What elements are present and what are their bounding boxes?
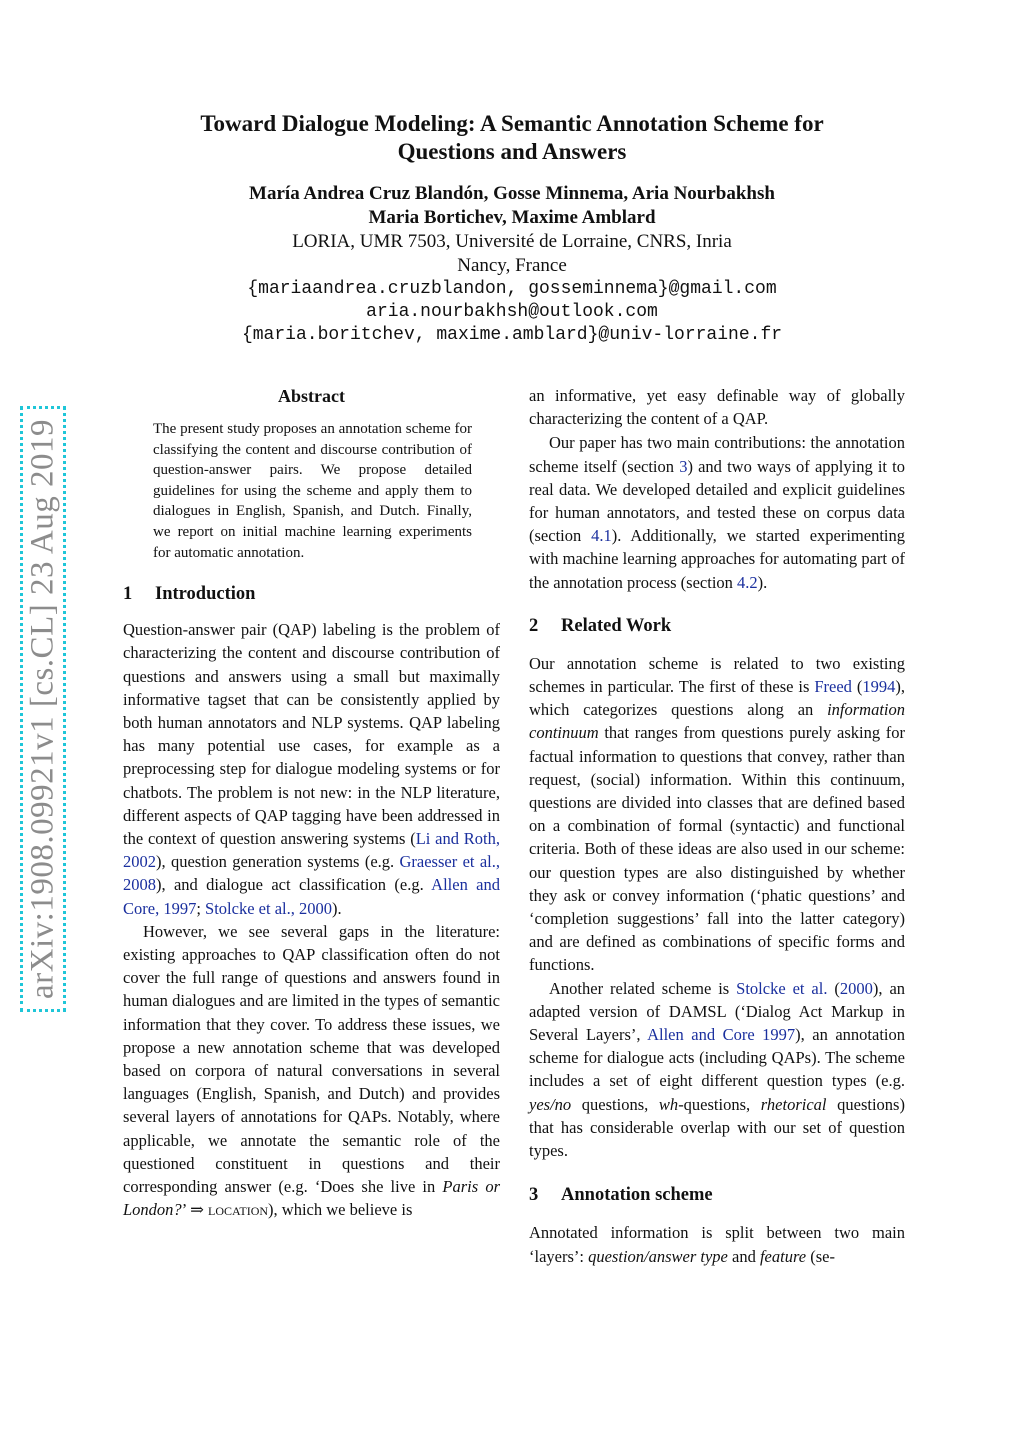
section-ref-4-2[interactable]: 4.2: [737, 572, 758, 592]
email-line-2: aria.nourbakhsh@outlook.com: [366, 302, 658, 322]
example-question: Paris or London?: [123, 1177, 500, 1220]
emphasized-term: yes/no: [529, 1094, 572, 1114]
section-title: Related Work: [561, 615, 672, 636]
emphasized-term: rhetorical: [760, 1094, 827, 1114]
text-run: ) and two ways of applying it to real data. We developed detailed and explicit guidelines for human annotators, and tested these on corpus data (section: [529, 456, 906, 546]
text-run: Another related scheme is: [549, 978, 737, 998]
emphasized-term: question/answer type: [588, 1246, 728, 1266]
citation-freed[interactable]: [814, 677, 852, 696]
text-run: and: [727, 1246, 760, 1266]
paper-header: [0, 110, 1024, 347]
section-heading-introduction: [123, 582, 500, 606]
intro-paragraph-1: [123, 618, 500, 920]
abstract-text: The present study proposes an annotation scheme for classifying the content and discourse contribution of question-answer pairs. We propose detailed guidelines for using the scheme and apply them to dialogues in English, Spanish, and Dutch. Finally, we report on initial machine learning experiments for automatic annotation.: [153, 421, 472, 561]
section-number: 1: [123, 584, 133, 605]
section-number: 2: [529, 615, 539, 636]
citation-stolcke[interactable]: Stolcke et al., 2000: [205, 898, 332, 918]
abstract-heading: Abstract: [278, 386, 345, 406]
section-ref-3[interactable]: 3: [679, 456, 688, 476]
author-list: [0, 182, 1024, 230]
title-line-1: Toward Dialogue Modeling: A Semantic Annotation Scheme for: [200, 111, 824, 136]
emphasized-term: feature: [759, 1246, 807, 1266]
citation-year: 2002: [123, 852, 156, 872]
text-run: -questions,: [678, 1094, 761, 1114]
emphasized-term: wh: [658, 1094, 679, 1114]
text-run: that ranges from questions purely asking for factual information to questions that convey, rather than request, (social) information. Within this continuum, questions are divided into classes that are defined based on a combination of formal (syntactic) and functional criteria. Both of these ideas are also used in our scheme: our question types are also distinguished by whether they ask or convey information (‘phatic questions’ and ‘completion suggestions’ fall into the latter category) and are defined as combinations of specific forms and functions.: [529, 723, 905, 975]
text-run: ), an adapted version of DAMSL (‘Dialog Act Markup in Several Layers’,: [529, 978, 906, 1045]
text-run: ), and dialogue act classification (e.g.: [156, 875, 432, 895]
email-line-1: {mariaandrea.cruzblandon, gosseminnema}@gmail.com: [247, 279, 777, 299]
citation-authors: Li and Roth: [415, 828, 496, 848]
text-run: ), question generation systems (e.g.: [156, 852, 400, 872]
paper-title: [0, 110, 1024, 166]
text-run: Question-answer pair (QAP) labeling is the problem of characterizing the content and discourse contribution of questions and answers using a small but maximally informative tagset that can be consistently applied by both human annotators and NLP systems. QAP labeling has many potential use cases, for example as a preprocessing step for dialogue modeling systems or for chatbots. The problem is not new: in the NLP literature, different aspects of QAP tagging have been addressed in the context of question answering systems (: [123, 620, 500, 848]
citation-stolcke[interactable]: Stolcke et al.: [736, 978, 828, 998]
text-run: ).: [331, 898, 342, 918]
email-list: [0, 278, 1024, 347]
citation-authors: Graesser et al.: [399, 852, 496, 872]
text-run: ), which categorizes questions along an: [529, 677, 905, 720]
citation-allen-core[interactable]: Allen and Core, 1997: [123, 875, 501, 918]
text-run: Our paper has two main contributions: the annotation scheme itself (section: [529, 433, 905, 476]
section-heading-related-work: [529, 614, 905, 638]
text-run: Our annotation scheme is related to two existing schemes in particular. The first of these is: [529, 653, 905, 697]
citation-li-roth[interactable]: Li and Roth, 2002: [123, 828, 500, 872]
right-column: [529, 384, 905, 1268]
section-ref-4-1[interactable]: 4.1: [591, 526, 612, 546]
title-line-2: Questions and Answers: [397, 139, 627, 164]
affiliation: [0, 230, 1024, 278]
contributions-paragraph: [529, 431, 905, 593]
arxiv-id: arXiv:1908.09921v1 [cs.CL] 23 Aug 2019: [24, 419, 61, 999]
annotation-scheme-paragraph: [529, 1221, 905, 1267]
citation-authors: Freed: [814, 677, 852, 697]
section-title: Annotation scheme: [561, 1185, 713, 1206]
section-heading-annotation-scheme: [529, 1183, 905, 1207]
text-run: However, we see several gaps in the literature: existing approaches to QAP classification often do not cover the full range of questions and answers found in human dialogues and are limited in the types of semantic information that they cover. To address these issues, we propose a new annotation scheme that was developed based on corpora of natural conversations in several languages (English, Spanish, and Dutch) and provides several layers of annotations for QAPs. Notably, where applicable, we annotate the semantic role of the questioned constituent in questions and their corresponding answer (e.g. ‘Does she live in: [123, 921, 500, 1197]
text-run: questions) that has considerable overlap with our set of question types.: [529, 1094, 905, 1161]
text-run: ), which we believe is: [268, 1200, 413, 1220]
citation-allen-core[interactable]: Allen and Core 1997: [647, 1025, 796, 1045]
citation-graesser[interactable]: Graesser et al., 2008: [123, 852, 500, 895]
emphasized-term: information continuum: [529, 700, 905, 743]
related-work-paragraph-2: Another related scheme is Stolcke et al. (2000), an adapted version of DAMSL (‘Dialog Act Markup in Several Layers’, Allen and Core 1997), an annotation scheme for dialogue acts (including QAPs). The scheme includes a set of eight different question types (e.g. yes/no questions, wh-questions, rhetorical questions) that has considerable overlap with our set of question types.: [529, 978, 906, 1161]
citation-freed-year[interactable]: 1994: [862, 677, 896, 697]
arxiv-identifier-stamp: [20, 406, 66, 1012]
citation-authors: Stolcke et al.: [205, 898, 291, 918]
semantic-role-label: location: [208, 1200, 269, 1220]
text-run: questions,: [571, 1094, 659, 1114]
affiliation-line-1: LORIA, UMR 7503, Université de Lorraine, CNRS, Inria: [292, 231, 732, 252]
text-run: ’ ⇒: [181, 1200, 209, 1220]
citation-stolcke-year[interactable]: 2000: [839, 978, 873, 998]
related-work-paragraph-1: Our annotation scheme is related to two existing schemes in particular. The first of these is Freed (1994), which categorizes questions along an information continuum that ranges from questions purely asking for factual information to questions that convey, rather than request, (social) information. Within this continuum, questions are divided into classes that are defined based on a combination of formal (syntactic) and functional criteria. Both of these ideas are also used in our scheme: our question types are also distinguished by whether they ask or convey information (‘phatic questions’ and ‘completion suggestions’ fall into the latter category) and are defined as combinations of specific forms and functions.: [529, 653, 905, 975]
section-number: 3: [529, 1185, 539, 1206]
text-run: ), an annotation scheme for dialogue acts (including QAPs). The scheme includes a set of eight different question types (e.g.: [529, 1025, 906, 1091]
text-run: ). Additionally, we started experimenting with machine learning approaches for automating part of the annotation process (section: [529, 526, 905, 592]
text-run: ).: [757, 572, 768, 592]
citation-year: 2000: [298, 898, 332, 918]
text-run: ;: [196, 898, 206, 918]
left-column: [123, 384, 500, 1221]
text-run: (se-: [806, 1246, 835, 1266]
email-line-3: {maria.boritchev, maxime.amblard}@univ-lorraine.fr: [241, 325, 783, 345]
authors-line-1: María Andrea Cruz Blandón, Gosse Minnema, Aria Nourbakhsh: [249, 183, 775, 204]
text-run: Annotated information is split between two main ‘layers’:: [529, 1223, 905, 1266]
authors-line-2: Maria Bortichev, Maxime Amblard: [368, 207, 656, 228]
intro-paragraph-2: [123, 920, 500, 1222]
section-title: Introduction: [155, 584, 256, 605]
affiliation-line-2: Nancy, France: [457, 255, 567, 276]
intro-paragraph-continued: an informative, yet easy definable way of globally characterizing the content of a QAP.: [529, 386, 905, 429]
citation-year: 2008: [123, 875, 156, 895]
